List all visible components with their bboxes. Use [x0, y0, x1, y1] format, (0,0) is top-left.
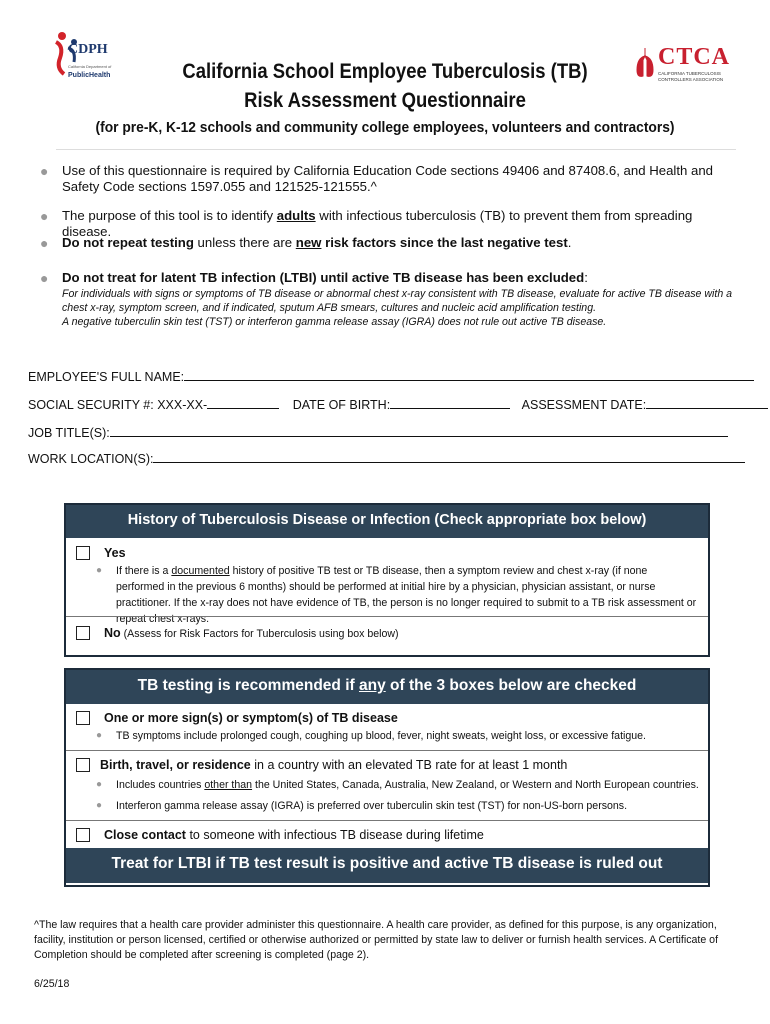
history-heading: History of Tuberculosis Disease or Infection (Check appropriate box below)	[66, 505, 708, 538]
bullet-dot-icon: ●	[40, 163, 49, 179]
divider	[56, 149, 736, 150]
no-checkbox[interactable]	[76, 626, 90, 640]
ctca-line2: CONTROLLERS ASSOCIATION	[658, 77, 724, 82]
job-title-line[interactable]	[110, 424, 728, 437]
testing-heading: TB testing is recommended if any of the 3 boxes below are checked	[66, 670, 708, 704]
work-location-line[interactable]	[153, 450, 745, 463]
bullet-1	[40, 163, 740, 197]
dob-label: DATE OF BIRTH:	[292, 398, 391, 412]
bullet-4-note-1: For individuals with signs or symptoms of TB disease or abnormal chest x-ray consistent with TB disease, evaluate for active TB disease with a chest x-ray, symptom screen, and if indicated, sputum AFB smears, cultures and nucleic acid amplification testing.	[62, 288, 733, 314]
footnote: ^The law requires that a health care provider administer this questionnaire. A health care provider, as defined for this purpose, is any organization, facility, institution or person licensed, certified or otherwise authorized or permitted by state law to deliver or furnish health services. A Certificate of Completion should be completed after screening is completed (page 2).	[34, 919, 719, 961]
bullet-dot-icon: ●	[96, 779, 103, 790]
bullet-1-text: Use of this questionnaire is required by California Education Code sections 49406 and 87408.6, and Health and Safety Code sections 1597.055 and 121525-121555.^	[62, 163, 714, 194]
bullet-4-note-2: A negative tuberculin skin test (TST) or interferon gamma release assay (IGRA) does not rule out active TB disease.	[62, 316, 607, 328]
birth-travel-row: Birth, travel, or residence in a country with an elevated TB rate for at least 1 month ● Includes countries other than the United States, Canada, Australia, New Zealand, or Western and North European countries. ● Interferon gamma release assay (IGRA) is preferred over tuberculin skin test (TST) for non-US-born persons.	[66, 750, 708, 821]
bullet-3: ● Do not repeat testing unless there are new risk factors since the last negative test.	[40, 235, 572, 251]
close-contact-checkbox[interactable]	[76, 828, 90, 842]
birth-travel-checkbox[interactable]	[76, 758, 90, 772]
close-contact-row: Close contact to someone with infectious TB disease during lifetime	[66, 820, 708, 849]
employee-name-field[interactable]: EMPLOYEE'S FULL NAME:	[28, 368, 754, 385]
treat-ltbi-footer: Treat for LTBI if TB test result is positive and active TB disease is ruled out	[66, 848, 708, 883]
subtitle: (for pre-K, K-12 schools and community college employees, volunteers and contractors)	[95, 119, 675, 136]
testing-box	[64, 668, 710, 887]
adults-emphasis: adults	[276, 208, 316, 223]
cdph-line2: PublicHealth	[68, 72, 111, 79]
work-location-field[interactable]: WORK LOCATION(S):	[28, 450, 745, 467]
yes-label: Yes	[104, 546, 126, 560]
ctca-name: CTCA	[658, 44, 731, 70]
yes-checkbox[interactable]	[76, 546, 90, 560]
bullet-dot-icon: ●	[96, 800, 103, 811]
bullet-dot-icon: ●	[40, 208, 49, 224]
close-contact-label: Close contact	[104, 828, 186, 842]
no-label: No	[104, 626, 121, 640]
symptoms-label: One or more sign(s) or symptom(s) of TB disease	[104, 711, 398, 725]
job-title-field[interactable]: JOB TITLE(S):	[28, 424, 728, 441]
bullet-4: ● Do not treat for latent TB infection (LTBI) until active TB disease has been excluded: For individuals with signs or symptoms of TB disease or abnormal chest x-ray consistent with TB disease, evaluate for active TB disease with a chest x-ray, symptom screen, and if indicated, sputum AFB smears, cultures and nucleic acid amplification testing. A negative tuberculin skin test (TST) or interferon gamma release assay (IGRA) does not rule out active TB disease.	[40, 270, 740, 332]
symptoms-row: One or more sign(s) or symptom(s) of TB disease ● TB symptoms include prolonged cough, coughing up blood, fever, night sweats, weight loss, or excessive fatigue.	[66, 704, 708, 750]
employee-name-line[interactable]	[184, 368, 754, 381]
bullet-2: ● The purpose of this tool is to identify adults with infectious tuberculosis (TB) to prevent them from spreading disease.	[40, 208, 693, 239]
ctca-line1: CALIFORNIA TUBERCULOSIS	[658, 71, 721, 76]
ssn-line[interactable]	[207, 396, 279, 409]
history-no-row: No (Assess for Risk Factors for Tuberculosis using box below)	[66, 616, 708, 654]
bullet-dot-icon: ●	[40, 270, 49, 286]
bullet-dot-icon: ●	[96, 565, 103, 576]
history-box	[64, 503, 710, 657]
ssn-label: SOCIAL SECURITY #: XXX-XX-	[28, 398, 208, 412]
cdph-name: CDPH	[68, 42, 108, 57]
revision-date: 6/25/18	[34, 978, 70, 990]
symptoms-checkbox[interactable]	[76, 711, 90, 725]
assessment-date-line[interactable]	[646, 396, 768, 409]
title-line-1: California School Employee Tuberculosis (TB)	[182, 60, 588, 83]
title-line-2: Risk Assessment Questionnaire	[244, 89, 526, 112]
cdph-line1: California Department of	[68, 64, 112, 69]
ssn-dob-row	[28, 396, 768, 413]
history-yes-row: Yes ● If there is a documented history of positive TB test or TB disease, then a symptom review and chest x-ray (if none performed in the previous 6 months) should be performed at initial hire by a physician, physician assistant, or nurse practitioner. If the x-ray does not have evidence of TB, the person is no longer required to submit to a TB risk assessment or repeat chest x-rays.	[66, 538, 708, 616]
dob-line[interactable]	[390, 396, 510, 409]
bullet-dot-icon: ●	[40, 235, 49, 251]
bullet-dot-icon: ●	[96, 730, 103, 741]
assessment-date-label: ASSESSMENT DATE:	[521, 398, 647, 412]
birth-travel-label: Birth, travel, or residence	[100, 758, 251, 772]
